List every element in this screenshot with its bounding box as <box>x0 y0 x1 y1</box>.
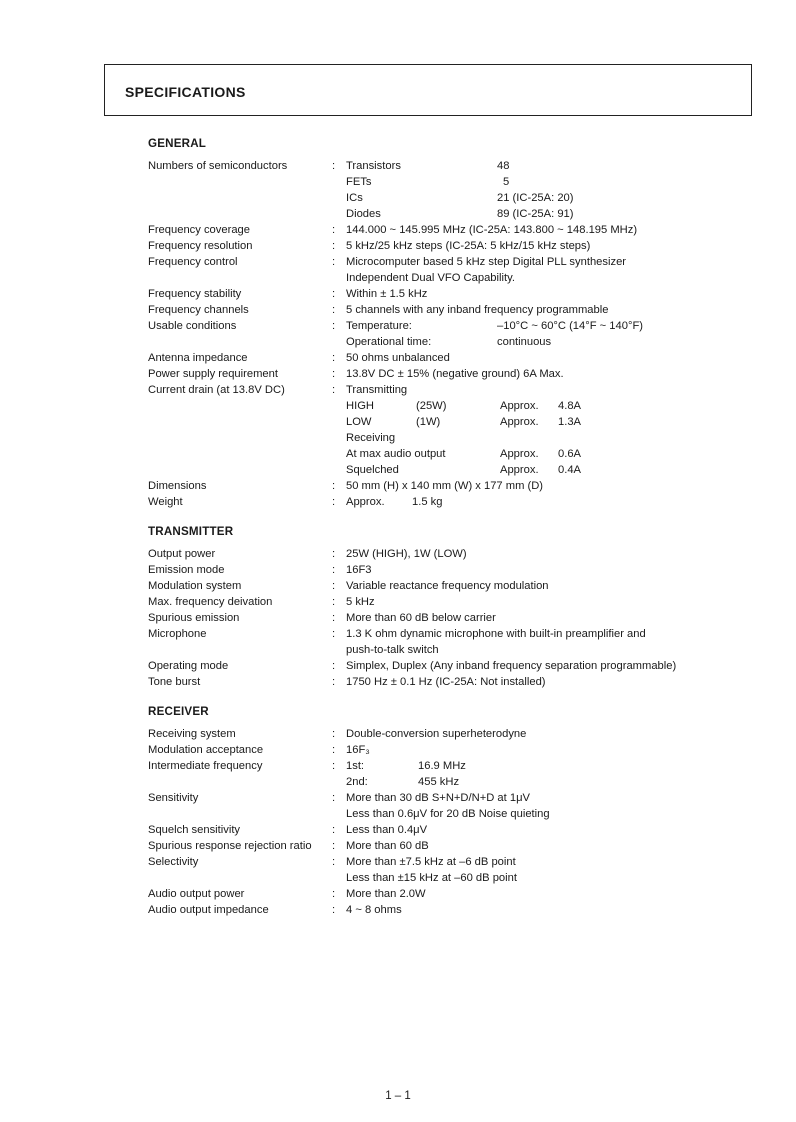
spec-value-line: Less than 0.6μV for 20 dB Noise quieting <box>346 808 550 820</box>
spec-label: Emission mode <box>148 564 225 576</box>
spec-value: Variable reactance frequency modulation <box>346 580 549 592</box>
spec-label: Audio output impedance <box>148 904 269 916</box>
spec-value-line: More than 30 dB S+N+D/N+D at 1μV <box>346 792 530 804</box>
weight-value: 1.5 kg <box>412 496 443 508</box>
current-drain-subheading: Receiving <box>346 432 396 444</box>
current-drain-line <box>346 446 768 462</box>
spec-value: Simplex, Duplex (Any inband frequency separation programmable) <box>346 660 677 672</box>
spec-label: Tone burst <box>148 676 201 688</box>
semiconductor-name: Transistors <box>346 160 401 172</box>
if-name: 2nd: <box>346 776 368 788</box>
page-title: SPECIFICATIONS <box>125 84 246 100</box>
colon: : <box>332 548 336 560</box>
spec-row-frequency-resolution <box>148 238 768 254</box>
spec-label: Intermediate frequency <box>148 760 263 772</box>
spec-row-frequency-control <box>148 254 768 286</box>
spec-row-microphone <box>148 626 768 658</box>
spec-row-operating-mode <box>148 658 768 674</box>
colon: : <box>332 824 336 836</box>
spec-row-semiconductors <box>148 158 768 222</box>
spec-label: Sensitivity <box>148 792 199 804</box>
current-drain-line <box>346 398 768 414</box>
current-value: 4.8A <box>558 400 582 412</box>
spec-row-frequency-stability <box>148 286 768 302</box>
spec-label: Frequency channels <box>148 304 249 316</box>
spec-value-line: Microcomputer based 5 kHz step Digital PLL synthesizer <box>346 256 627 268</box>
spec-value: 13.8V DC ± 15% (negative ground) 6A Max. <box>346 368 564 380</box>
spec-row-intermediate-frequency <box>148 758 768 790</box>
spec-value: 5 channels with any inband frequency programmable <box>346 304 609 316</box>
condition-line <box>346 318 768 334</box>
condition-name: Temperature: <box>346 320 412 332</box>
condition-line <box>346 334 768 350</box>
colon: : <box>332 240 336 252</box>
spec-row-antenna-impedance <box>148 350 768 366</box>
if-value: 455 kHz <box>418 776 460 788</box>
colon: : <box>332 660 336 672</box>
spec-row-weight <box>148 494 768 510</box>
spec-value-block <box>346 758 768 790</box>
section-title-receiver: RECEIVER <box>148 705 209 718</box>
current-value: 0.4A <box>558 464 582 476</box>
spec-label: Operating mode <box>148 660 229 672</box>
spec-row-tone-burst <box>148 674 768 690</box>
spec-label: Max. frequency deivation <box>148 596 273 608</box>
condition-value: continuous <box>497 336 552 348</box>
spec-row-modulation-acceptance <box>148 742 768 758</box>
spec-label: Frequency stability <box>148 288 242 300</box>
spec-row-receiving-system <box>148 726 768 742</box>
spec-value-line: Independent Dual VFO Capability. <box>346 272 515 284</box>
approx-label: Approx. <box>500 416 539 428</box>
spec-value: 5 kHz <box>346 596 375 608</box>
spec-value-block <box>346 626 768 658</box>
if-name: 1st: <box>346 760 365 772</box>
colon: : <box>332 564 336 576</box>
spec-label: Spurious emission <box>148 612 240 624</box>
spec-label: Frequency coverage <box>148 224 250 236</box>
spec-label: Dimensions <box>148 480 207 492</box>
spec-value-block <box>346 382 768 478</box>
spec-value-block <box>346 318 768 350</box>
colon: : <box>332 676 336 688</box>
colon: : <box>332 352 336 364</box>
approx-label: Approx. <box>500 400 539 412</box>
colon: : <box>332 840 336 852</box>
semiconductor-name: Diodes <box>346 208 381 220</box>
spec-value: 144.000 ~ 145.995 MHz (IC-25A: 143.800 ~ 148.195 MHz) <box>346 224 638 236</box>
spec-label: Power supply requirement <box>148 368 278 380</box>
if-line <box>346 758 768 774</box>
colon: : <box>332 888 336 900</box>
spec-label: Spurious response rejection ratio <box>148 840 312 852</box>
semiconductor-line <box>346 174 768 190</box>
current-drain-line <box>346 414 768 430</box>
if-value: 16.9 MHz <box>418 760 466 772</box>
spec-value: 25W (HIGH), 1W (LOW) <box>346 548 467 560</box>
spec-value-line: 1.3 K ohm dynamic microphone with built-in preamplifier and <box>346 628 646 640</box>
spec-label: Frequency resolution <box>148 240 253 252</box>
spec-row-dimensions <box>148 478 768 494</box>
spec-value: 1750 Hz ± 0.1 Hz (IC-25A: Not installed) <box>346 676 546 688</box>
spec-value: Double-conversion superheterodyne <box>346 728 527 740</box>
semiconductor-line <box>346 190 768 206</box>
current-value: 1.3A <box>558 416 582 428</box>
spec-row-selectivity <box>148 854 768 886</box>
spec-value-block <box>346 854 768 886</box>
tx-power: (25W) <box>416 400 447 412</box>
colon: : <box>332 628 336 640</box>
semiconductor-count: 21 (IC-25A: 20) <box>497 192 574 204</box>
colon: : <box>332 256 336 268</box>
spec-value: 50 mm (H) x 140 mm (W) x 177 mm (D) <box>346 480 544 492</box>
spec-label: Audio output power <box>148 888 245 900</box>
spec-label: Modulation acceptance <box>148 744 264 756</box>
spec-value-line: More than ±7.5 kHz at –6 dB point <box>346 856 516 868</box>
approx-label: Approx. <box>346 496 385 508</box>
colon: : <box>332 224 336 236</box>
colon: : <box>332 744 336 756</box>
spec-value: Within ± 1.5 kHz <box>346 288 428 300</box>
semiconductor-line <box>346 158 768 174</box>
condition-value: –10°C ~ 60°C (14°F ~ 140°F) <box>497 320 644 332</box>
current-drain-subheading: Transmitting <box>346 384 408 396</box>
spec-row-max-deviation <box>148 594 768 610</box>
spec-row-spurious-emission <box>148 610 768 626</box>
spec-value-block <box>346 790 768 822</box>
colon: : <box>332 580 336 592</box>
spec-value-block <box>346 254 768 286</box>
semiconductor-name: ICs <box>346 192 363 204</box>
spec-label: Antenna impedance <box>148 352 248 364</box>
spec-value: 16F₃ <box>346 744 370 756</box>
approx-label: Approx. <box>500 464 539 476</box>
spec-value: More than 60 dB <box>346 840 429 852</box>
colon: : <box>332 496 336 508</box>
spec-label: Squelch sensitivity <box>148 824 241 836</box>
colon: : <box>332 320 336 332</box>
spec-label: Current drain (at 13.8V DC) <box>148 384 285 396</box>
tx-power: (1W) <box>416 416 441 428</box>
semiconductor-count: 5 <box>503 176 510 188</box>
tx-mode: LOW <box>346 416 372 428</box>
colon: : <box>332 304 336 316</box>
colon: : <box>332 596 336 608</box>
spec-row-power-supply <box>148 366 768 382</box>
condition-name: Operational time: <box>346 336 432 348</box>
colon: : <box>332 368 336 380</box>
spec-row-spurious-rejection <box>148 838 768 854</box>
colon: : <box>332 792 336 804</box>
spec-value-block <box>346 158 768 222</box>
tx-mode: HIGH <box>346 400 374 412</box>
colon: : <box>332 904 336 916</box>
colon: : <box>332 384 336 396</box>
current-drain-line <box>346 462 768 478</box>
colon: : <box>332 288 336 300</box>
spec-row-squelch-sensitivity <box>148 822 768 838</box>
approx-label: Approx. <box>500 448 539 460</box>
spec-value: More than 2.0W <box>346 888 426 900</box>
colon: : <box>332 728 336 740</box>
spec-label: Numbers of semiconductors <box>148 160 288 172</box>
spec-value-block <box>346 494 768 510</box>
spec-row-usable-conditions <box>148 318 768 350</box>
spec-row-current-drain <box>148 382 768 478</box>
spec-value: 4 ~ 8 ohms <box>346 904 402 916</box>
rx-mode: At max audio output <box>346 448 446 460</box>
spec-row-audio-output-power <box>148 886 768 902</box>
spec-row-audio-output-impedance <box>148 902 768 918</box>
spec-value: 16F3 <box>346 564 372 576</box>
spec-value: 50 ohms unbalanced <box>346 352 450 364</box>
spec-label: Output power <box>148 548 216 560</box>
semiconductor-line <box>346 206 768 222</box>
section-title-transmitter: TRANSMITTER <box>148 525 234 538</box>
header-box <box>104 64 752 116</box>
spec-label: Receiving system <box>148 728 236 740</box>
spec-label: Modulation system <box>148 580 242 592</box>
page-number: 1 – 1 <box>385 1090 411 1102</box>
spec-label: Frequency control <box>148 256 238 268</box>
spec-value-line: push-to-talk switch <box>346 644 439 656</box>
spec-value-line: Less than ±15 kHz at –60 dB point <box>346 872 517 884</box>
spec-row-modulation-system <box>148 578 768 594</box>
specifications-body <box>148 136 768 918</box>
spec-row-output-power <box>148 546 768 562</box>
semiconductor-count: 48 <box>497 160 510 172</box>
spec-row-frequency-channels <box>148 302 768 318</box>
spec-value: More than 60 dB below carrier <box>346 612 496 624</box>
if-line <box>346 774 768 790</box>
spec-label: Selectivity <box>148 856 199 868</box>
colon: : <box>332 760 336 772</box>
semiconductor-count: 89 (IC-25A: 91) <box>497 208 574 220</box>
colon: : <box>332 612 336 624</box>
spec-value: Less than 0.4μV <box>346 824 428 836</box>
semiconductor-name: FETs <box>346 176 372 188</box>
spec-label: Microphone <box>148 628 207 640</box>
rx-mode: Squelched <box>346 464 399 476</box>
colon: : <box>332 856 336 868</box>
spec-label: Weight <box>148 496 183 508</box>
colon: : <box>332 160 336 172</box>
spec-row-emission-mode <box>148 562 768 578</box>
spec-value: 5 kHz/25 kHz steps (IC-25A: 5 kHz/15 kHz steps) <box>346 240 591 252</box>
colon: : <box>332 480 336 492</box>
spec-row-frequency-coverage <box>148 222 768 238</box>
section-title-general: GENERAL <box>148 137 207 150</box>
spec-label: Usable conditions <box>148 320 237 332</box>
current-value: 0.6A <box>558 448 582 460</box>
spec-row-sensitivity <box>148 790 768 822</box>
